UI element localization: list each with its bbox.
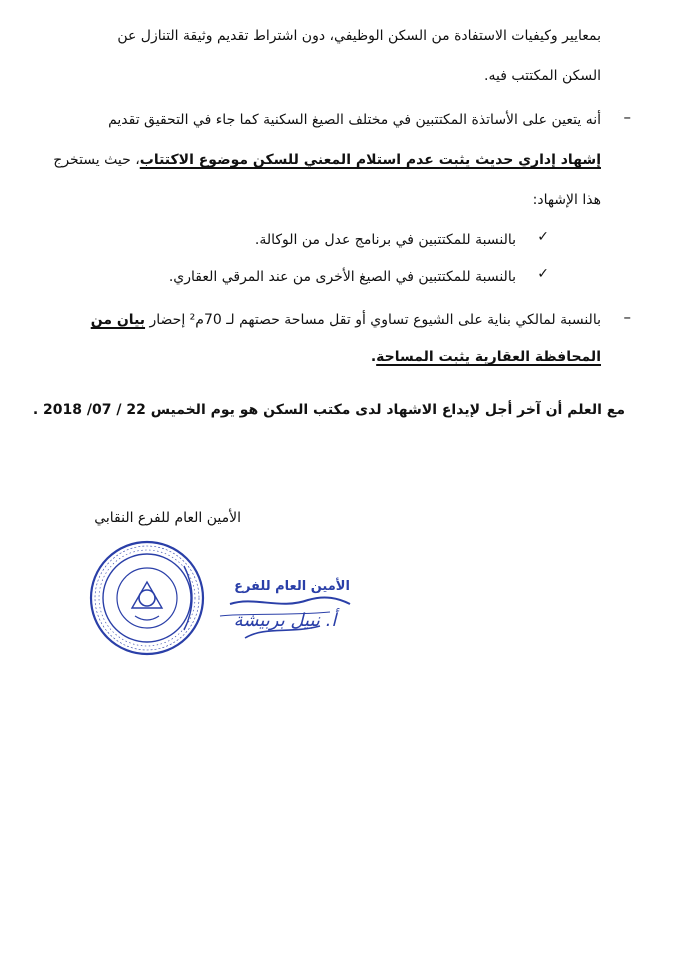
paragraph1-line2: السكن المكتتب فيه. (484, 68, 601, 84)
paragraph2-line2 (53, 150, 601, 170)
paragraph3-line1-start: بالنسبة لمالكي بناية على الشيوع تساوي أو تقل مساحة حصتهم لـ 70م² إحضار (149, 312, 601, 328)
paragraph2-line3: هذا الإشهاد: (532, 192, 601, 208)
check-icon: ✓ (537, 229, 549, 245)
land-registry-text: المحافظة العقارية يثبت المساحة (376, 349, 601, 365)
official-stamp (80, 538, 355, 668)
stamp-handwritten-title: الأمين العام للفرع (234, 579, 350, 594)
paragraph2-line1: أنه يتعين على الأساتذة المكتتبين في مختلف الصيغ السكنية كما جاء في التحقيق تقديم (108, 112, 601, 128)
deadline-note: مع العلم أن آخر أجل لإيداع الاشهاد لدى مكتب السكن هو يوم الخميس 22 / 07/ 2018 . (32, 402, 625, 418)
bullet-dash: – (623, 308, 631, 326)
paragraph3-line2-end: . (370, 349, 377, 365)
statement-link-text: بيان من (90, 312, 146, 328)
stamp-handwritten-name: أ. نبيل بربيشة (233, 610, 337, 631)
checklist-item: بالنسبة للمكتتبين في برنامج عدل من الوكالة. (254, 232, 516, 248)
signature-title: الأمين العام للفرع النقابي (94, 510, 241, 526)
paragraph3-line1 (91, 310, 601, 330)
bullet-dash: – (623, 108, 631, 126)
check-icon: ✓ (537, 266, 549, 282)
paragraph3-line2 (371, 347, 601, 367)
certificate-requirement: إشهاد إداري حديث يثبت عدم استلام المعني للسكن موضوع الاكتتاب (139, 152, 601, 168)
paragraph2-line2-rest: ، حيث يستخرج (53, 152, 140, 168)
paragraph1-line1: بمعايير وكيفيات الاستفادة من السكن الوظيفي، دون اشتراط تقديم وثيقة التنازل عن (117, 28, 601, 44)
checklist-item: بالنسبة للمكتتبين في الصيغ الأخرى من عند المرقي العقاري. (168, 269, 516, 285)
